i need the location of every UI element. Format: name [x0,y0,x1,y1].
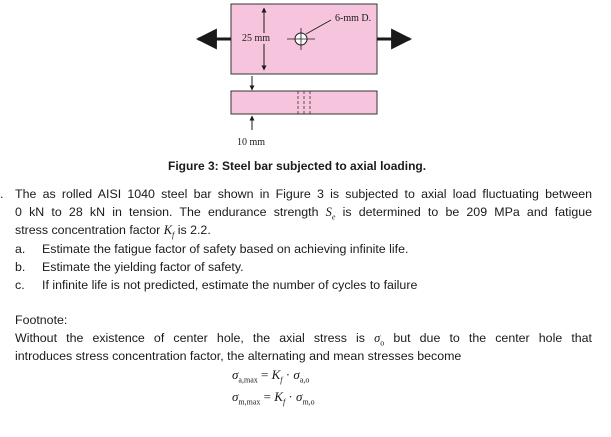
endurance-strength-symbol: S [325,205,332,219]
footnote-line-1-start: Without the existence of center hole, the axial stress is [15,331,375,345]
list-item-b [15,259,244,277]
eq2-dot: · [285,389,297,404]
problem-bullet: . [0,187,4,201]
eq2-rhs-sub: m,o [302,397,315,407]
hole-diameter-label: 6-mm D. [335,13,372,24]
list-text-b: Estimate the yielding factor of safety. [42,260,244,274]
eq1-k-sub: f [280,375,283,385]
footnote-line-1-end: but due to the center hole that [384,331,592,345]
list-marker-a: a. [15,242,26,256]
thickness-label: 10 mm [237,137,266,148]
equation-mean [232,389,315,407]
eq2-lhs: σ [232,389,239,404]
sigma-o-subscript: o [380,338,385,348]
eq1-rhs: σ [293,367,300,382]
eq1-lhs: σ [232,367,239,382]
equation-alternating [232,367,309,385]
eq1-rhs-sub: a,o [299,375,310,385]
width-label: 25 mm [242,33,271,44]
eq2-rhs: σ [296,389,303,404]
eq2-lhs-sub: m,max [238,397,261,407]
kf-symbol: K [163,223,173,237]
eq1-dot: · [282,367,294,382]
problem-line-2-start: 0 kN to 28 kN in tension. The endurance strength [15,205,326,219]
footnote-title: Footnote: [15,313,68,327]
figure-caption: Figure 3: Steel bar subjected to axial loading. [168,159,427,173]
list-item-a [15,241,408,259]
steel-bar-figure [0,0,611,150]
sigma-o-symbol: σ [374,331,381,345]
kf-subscript: f [172,230,175,240]
endurance-strength-subscript: e [331,212,336,222]
eq2-k: K [274,389,283,404]
eq1-equals: = [257,367,272,382]
eq1-lhs-sub: a,max [238,375,258,385]
problem-line-1: The as rolled AISI 1040 steel bar shown in Figure 3 is subjected to axial load fluctuating between [15,187,592,201]
list-text-c: If infinite life is not predicted, estimate the number of cycles to failure [42,278,418,292]
problem-line-3-start: stress concentration factor [15,223,164,237]
problem-line-2-end: is determined to be 209 MPa and fatigue [335,205,592,219]
list-item-c [15,277,417,295]
footnote-line-2: introduces stress concentration factor, the alternating and mean stresses become [15,349,462,363]
eq2-equals: = [260,389,275,404]
eq1-k: K [271,367,281,382]
list-text-a: Estimate the fatigue factor of safety based on achieving infinite life. [42,242,409,256]
problem-line-3-end: is 2.2. [174,223,211,237]
eq2-k-sub: f [282,397,286,407]
list-marker-b: b. [15,260,26,274]
list-marker-c: c. [15,278,25,292]
